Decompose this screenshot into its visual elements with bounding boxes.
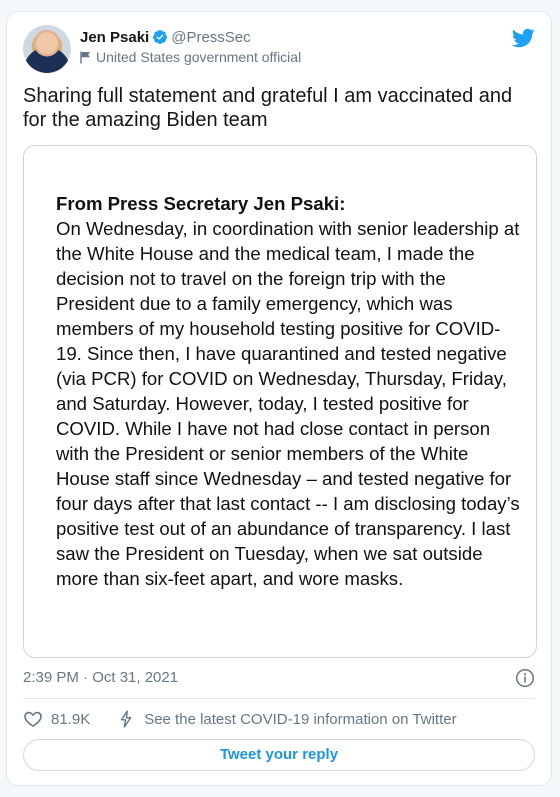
author-display-name[interactable]: Jen Psaki [80, 29, 150, 46]
statement-text [56, 191, 526, 591]
covid-info-link[interactable]: See the latest COVID-19 information on Twitter [144, 710, 457, 728]
affiliation-text: United States government official [96, 49, 302, 65]
lightning-bolt-icon [116, 709, 136, 729]
statement-heading: From Press Secretary Jen Psaki: [56, 193, 346, 214]
flag-icon [80, 51, 92, 67]
tweet-timestamp[interactable]: 2:39 PM · Oct 31, 2021 [23, 669, 179, 686]
avatar[interactable] [23, 25, 71, 73]
info-icon[interactable] [515, 668, 535, 688]
tweet-media-image[interactable] [23, 145, 537, 658]
tweet-text: Sharing full statement and grateful I am vaccinated and for the amazing Biden team [23, 85, 513, 131]
like-count[interactable]: 81.9K [51, 710, 91, 728]
heart-icon[interactable] [23, 709, 43, 729]
divider [23, 698, 535, 699]
author-line[interactable] [80, 29, 251, 50]
tweet-actions [23, 709, 457, 729]
statement-body: On Wednesday, in coordination with senior leadership at the White House and the medical team, I made the decision not to travel on the foreign trip with the President due to a family emergency, which was members of my household testing positive for COVID-19. Since then, I have quarantined and tested negative (via PCR) for COVID on Wednesday, Thursday, Friday, and Saturday. However, today, I tested positive for COVID. While I have not had close contact in person with the President or senior members of the White House staff since Wednesday – and tested negative for four days after that last contact -- I am disclosing today’s positive test out of an abundance of transparency. I last saw the President on Tuesday, when we sat outside more than six-feet apart, and wore masks. [56, 218, 520, 589]
tweet-card [6, 11, 552, 786]
affiliation-label [80, 49, 301, 67]
twitter-logo-icon[interactable] [511, 26, 535, 50]
author-handle[interactable]: @PressSec [171, 29, 251, 46]
verified-badge-icon [152, 29, 168, 50]
tweet-reply-button[interactable]: Tweet your reply [23, 739, 535, 771]
